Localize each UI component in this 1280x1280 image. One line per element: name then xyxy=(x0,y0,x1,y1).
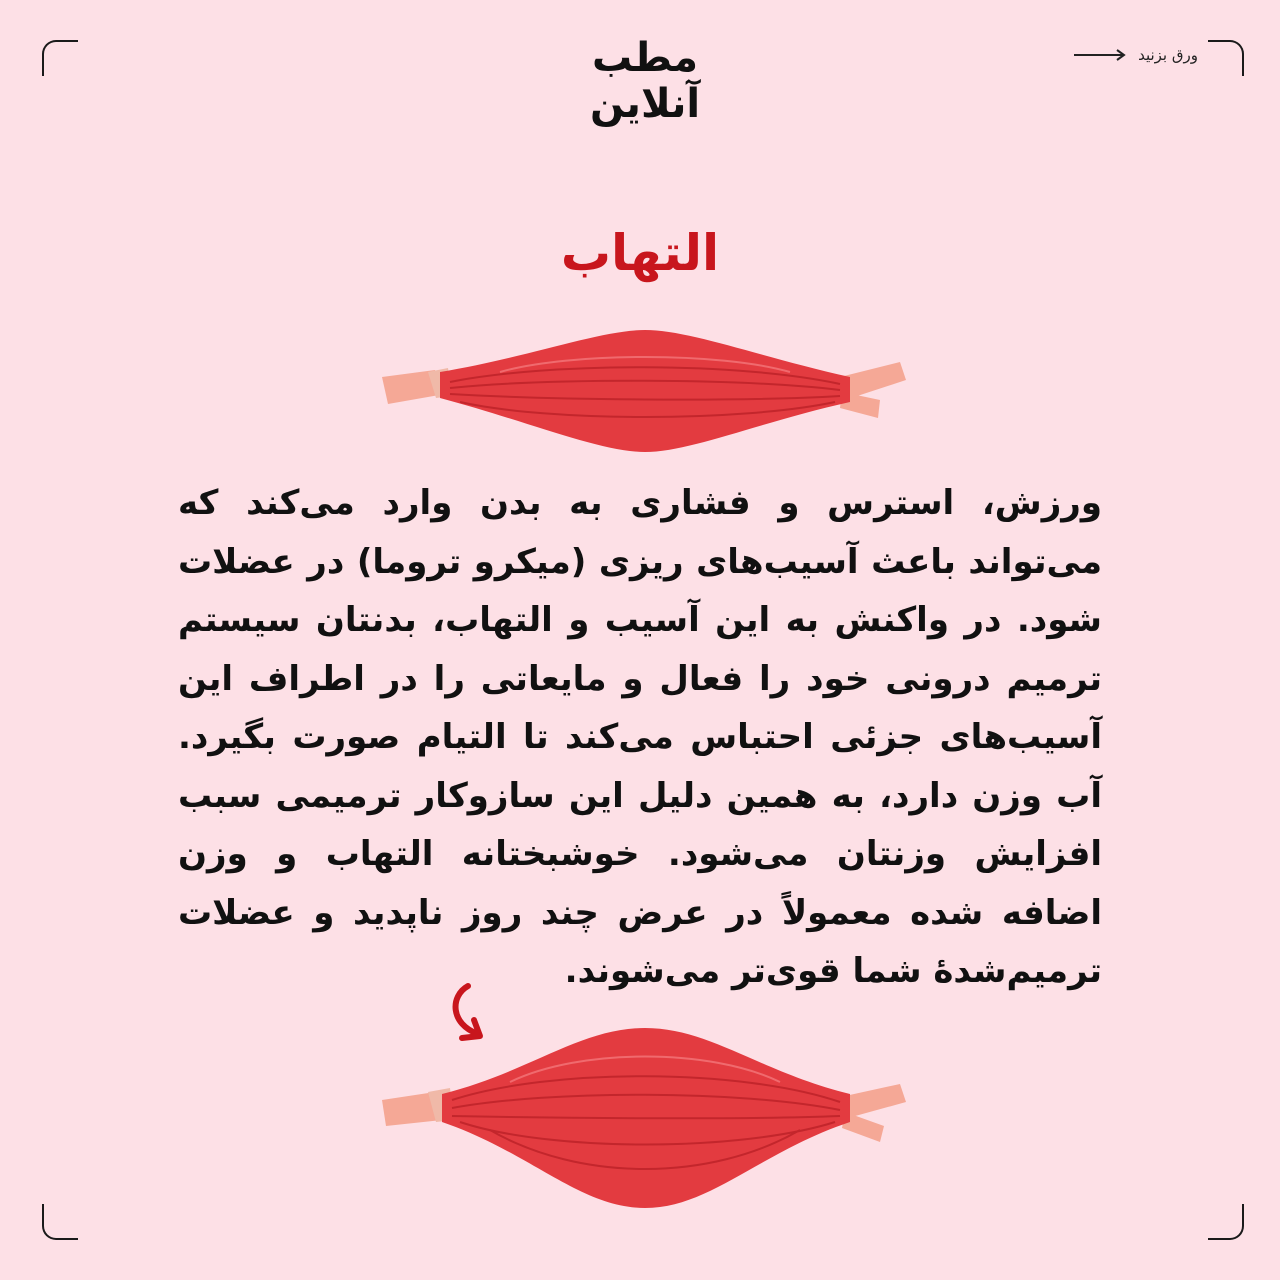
muscle-illustration-top xyxy=(380,322,910,462)
swipe-label: ورق بزنید xyxy=(1138,46,1198,64)
brand-logo xyxy=(560,35,730,127)
brand-line-1: مطب xyxy=(591,35,699,81)
frame-corner-bottom-right xyxy=(1208,1204,1244,1240)
frame-corner-top-right xyxy=(1208,40,1244,76)
body-paragraph: ورزش، استرس و فشاری به بدن وارد می‌کند که می‌تواند باعث آسیب‌های ریزی (میکرو تروما) در عضلات شود. در واکنش به این آسیب و التهاب، بدنتان سیستم ترمیم درونی خود را فعال و مایعاتی را در اطراف این آسیب‌های جزئی احتباس می‌کند تا التیام صورت بگیرد. آب وزن دارد، به همین دلیل این سازوکار ترمیمی سبب افزایش وزنتان می‌شود. خوشبختانه التهاب و وزن اضافه شده معمولاً در عرض چند روز ناپدید و عضلات ترمیم‌شدهٔ شما قوی‌تر می‌شوند. xyxy=(178,483,1102,991)
muscle-illustration-bottom xyxy=(380,1022,910,1212)
brand-line-2: آنلاین xyxy=(589,81,701,127)
frame-corner-top-left xyxy=(42,40,78,76)
swipe-hint[interactable] xyxy=(1072,46,1198,64)
page-title: التهاب xyxy=(560,224,720,282)
frame-corner-bottom-left xyxy=(42,1204,78,1240)
arrow-right-icon xyxy=(1072,48,1128,62)
